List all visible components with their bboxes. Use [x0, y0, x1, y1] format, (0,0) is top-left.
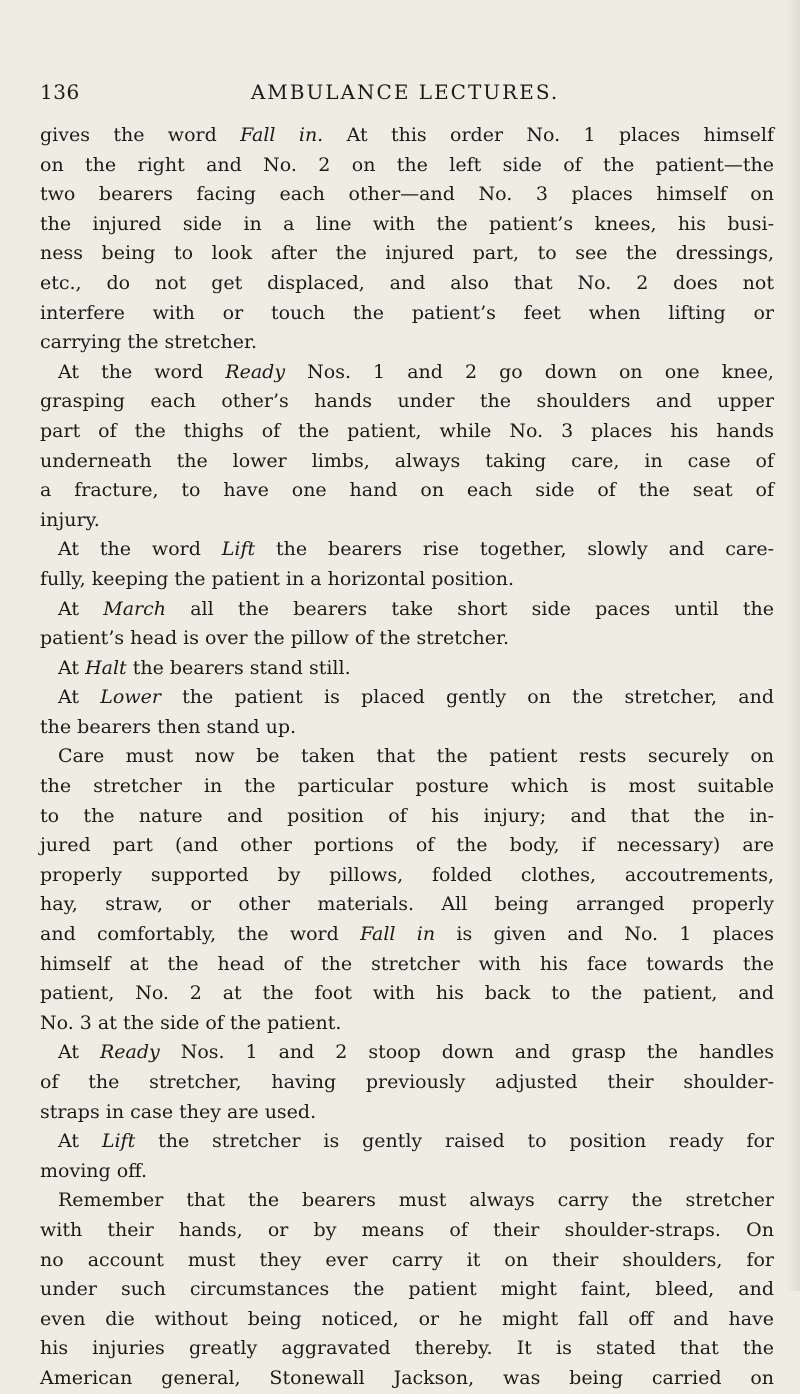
text-segment: of the stretcher, having previously adjusted their shoulder-	[40, 1071, 774, 1093]
text-segment: ness being to look after the injured part, to see the dressings,	[40, 242, 774, 265]
text-line	[40, 447, 774, 477]
text-line	[40, 1068, 774, 1098]
italic-command-word: Lower	[100, 686, 161, 709]
text-line	[40, 1216, 774, 1246]
text-segment: patient’s head is over the pillow of the stretcher.	[40, 627, 510, 650]
italic-command-word: March	[103, 597, 166, 620]
page-edge-shadow	[786, 0, 800, 1291]
paragraph	[40, 654, 774, 684]
text-segment: the stretcher in the particular posture which is most suitable	[40, 775, 774, 798]
page-number: 136	[40, 80, 80, 104]
text-segment: the bearers rise together, slowly and care-	[255, 538, 774, 561]
text-line	[40, 920, 774, 950]
italic-command-word: Fall in	[360, 923, 436, 946]
text-line	[40, 151, 774, 181]
text-line	[40, 1246, 774, 1276]
text-line	[40, 1186, 774, 1216]
text-line	[40, 565, 774, 595]
text-line	[40, 1127, 774, 1157]
text-line	[40, 1098, 774, 1128]
text-line	[40, 654, 774, 684]
text-segment: himself at the head of the stretcher with his face towards the	[40, 952, 774, 975]
text-line	[40, 1334, 774, 1364]
text-line	[40, 387, 774, 417]
text-line	[40, 1038, 774, 1068]
text-segment: the bearers stand still.	[126, 656, 351, 679]
text-line	[40, 1305, 774, 1335]
italic-command-word: Halt	[85, 656, 127, 679]
paragraph	[40, 121, 774, 358]
paragraph	[40, 1038, 774, 1127]
text-line	[40, 121, 774, 151]
text-line	[40, 979, 774, 1009]
text-segment: At the word	[58, 538, 222, 561]
text-segment: etc., do not get displaced, and also that No. 2 does not	[40, 271, 774, 294]
text-line	[40, 417, 774, 447]
text-segment: the patient is placed gently on the stretcher, and	[160, 686, 774, 709]
text-segment: American general, Stonewall Jackson, was being carried on	[40, 1366, 774, 1389]
text-line	[40, 506, 774, 536]
text-line	[40, 1275, 774, 1305]
text-segment: a fracture, to have one hand on each side of the seat of	[40, 479, 774, 502]
text-segment: At	[58, 656, 86, 679]
text-line	[40, 299, 774, 329]
text-segment: patient, No. 2 at the foot with his back to the patient, and	[40, 982, 774, 1005]
text-line	[40, 210, 774, 240]
text-segment: Remember that the bearers must always carry the stretcher	[58, 1189, 774, 1212]
text-line	[40, 1009, 774, 1039]
text-segment: and comfortably, the word	[40, 923, 361, 946]
italic-command-word: Fall in.	[240, 124, 324, 146]
text-segment: Nos. 1 and 2 stoop down and grasp the handles	[159, 1041, 775, 1064]
paragraph	[40, 358, 774, 536]
text-line	[40, 713, 774, 743]
text-segment: Nos. 1 and 2 go down on one knee,	[285, 360, 774, 383]
text-segment: the bearers then stand up.	[40, 715, 297, 738]
text-line	[40, 683, 774, 713]
text-segment: part of the thighs of the patient, while No. 3 places his hands	[40, 419, 774, 442]
text-segment: to the nature and position of his injury; and that the in-	[40, 804, 774, 827]
italic-command-word: Lift	[101, 1130, 136, 1153]
text-segment: with their hands, or by means of their shoulder-straps. On	[40, 1218, 774, 1241]
text-segment: At	[58, 597, 104, 620]
text-line	[40, 742, 774, 772]
text-line	[40, 595, 774, 625]
text-segment: his injuries greatly aggravated thereby. It is stated that the	[40, 1337, 774, 1360]
text-line	[40, 358, 774, 388]
paragraph	[40, 742, 774, 1038]
text-segment: on the right and No. 2 on the left side of the patient—the	[40, 153, 774, 176]
page-header	[40, 80, 770, 110]
italic-command-word: Lift	[221, 538, 256, 561]
text-line	[40, 180, 774, 210]
text-line	[40, 831, 774, 861]
text-line	[40, 1157, 774, 1187]
text-segment: the injured side in a line with the patient’s knees, his busi-	[40, 212, 774, 235]
text-segment: no account must they ever carry it on their shoulders, for	[40, 1248, 774, 1271]
text-segment: At	[58, 1041, 100, 1064]
text-segment: fully, keeping the patient in a horizontal position.	[40, 567, 515, 590]
text-line	[40, 802, 774, 832]
text-segment: interfere with or touch the patient’s feet when lifting or	[40, 301, 774, 324]
paragraph	[40, 1127, 774, 1186]
text-line	[40, 950, 774, 980]
text-segment: carrying the stretcher.	[40, 331, 258, 354]
text-line	[40, 328, 774, 358]
text-segment: At	[58, 686, 101, 709]
paragraph	[40, 683, 774, 742]
text-segment: is given and No. 1 places	[435, 923, 774, 946]
text-segment: even die without being noticed, or he might fall off and have	[40, 1307, 774, 1330]
text-line	[40, 861, 774, 891]
text-segment: At the word	[58, 360, 226, 383]
text-segment: grasping each other’s hands under the shoulders and upper	[40, 390, 774, 413]
text-line	[40, 772, 774, 802]
text-line	[40, 476, 774, 506]
text-segment: straps in case they are used.	[40, 1100, 317, 1123]
paragraph	[40, 535, 774, 594]
text-line	[40, 1364, 774, 1394]
text-segment: injury.	[40, 508, 100, 531]
text-segment: At	[58, 1130, 102, 1153]
text-segment: all the bearers take short side paces until the	[166, 597, 775, 620]
text-segment: under such circumstances the patient might faint, bleed, and	[40, 1278, 774, 1301]
text-segment: properly supported by pillows, folded clothes, accoutrements,	[40, 863, 774, 886]
text-segment: gives the word	[40, 124, 241, 146]
text-segment: jured part (and other portions of the body, if necessary) are	[40, 834, 774, 857]
italic-command-word: Ready	[99, 1041, 160, 1064]
text-segment: underneath the lower limbs, always taking care, in case of	[40, 449, 774, 472]
paragraph	[40, 1186, 774, 1393]
text-segment: the stretcher is gently raised to position ready for	[135, 1130, 774, 1153]
text-segment: two bearers facing each other—and No. 3 places himself on	[40, 183, 774, 206]
paragraph	[40, 595, 774, 654]
text-segment: At this order No. 1 places himself	[323, 124, 774, 146]
text-line	[40, 624, 774, 654]
body-text	[40, 121, 774, 1394]
text-line	[40, 239, 774, 269]
italic-command-word: Ready	[225, 360, 286, 383]
text-line	[40, 269, 774, 299]
text-segment: Care must now be taken that the patient rests securely on	[58, 745, 774, 768]
text-line	[40, 890, 774, 920]
text-line	[40, 535, 774, 565]
text-segment: No. 3 at the side of the patient.	[40, 1011, 342, 1034]
text-segment: hay, straw, or other materials. All being arranged properly	[40, 893, 774, 916]
running-title: AMBULANCE LECTURES.	[250, 80, 560, 104]
text-segment: moving off.	[40, 1159, 148, 1182]
